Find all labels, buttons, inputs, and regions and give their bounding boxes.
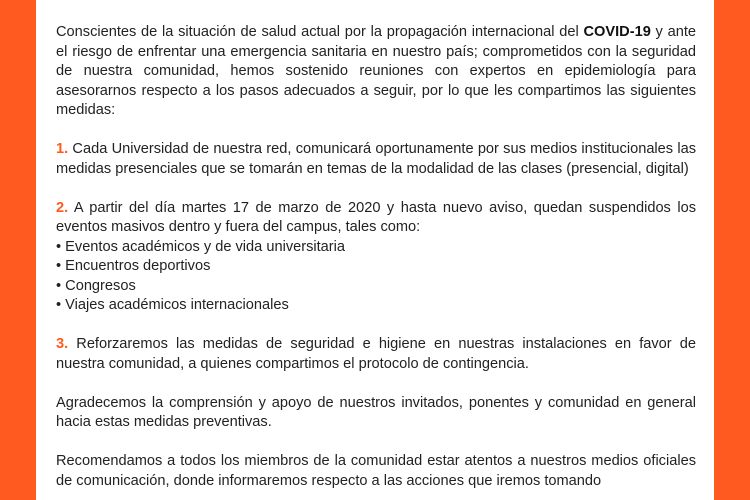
spacer: [56, 179, 696, 199]
thanks-paragraph: Agradecemos la comprensión y apoyo de nuestros invitados, ponentes y comunidad en general hacia estas medidas preventivas.: [56, 394, 696, 430]
measure-text: A partir del día martes 17 de marzo de 2020 y hasta nuevo aviso, quedan suspendidos los eventos masivos dentro y fuera del campus, tales como:: [56, 199, 696, 235]
list-item: • Encuentros deportivos: [56, 258, 211, 274]
covid-keyword: COVID-19: [583, 24, 651, 40]
intro-text-start: Conscientes de la situación de salud actual por la propagación internacional del: [56, 24, 584, 40]
spacer: [56, 433, 696, 453]
announcement-page: [36, 0, 714, 500]
list-item: • Eventos académicos y de vida universitaria: [56, 238, 346, 255]
intro-paragraph: [56, 23, 696, 121]
spacer: [56, 4, 696, 24]
measure-1: [56, 140, 696, 179]
measure-number: 2.: [56, 199, 69, 216]
spacer: [56, 374, 696, 394]
intro-text-end: y ante el riesgo de enfrentar una emergencia sanitaria en nuestro país; comprometidos con la seguridad de nuestra comunidad, hemos sostenido reuniones con expertos en epidemiología para asesorarnos respecto a los pasos adecuados a seguir, por lo que les compartimos las siguientes medidas:: [56, 24, 696, 118]
spacer: [56, 316, 696, 336]
announcement-body: [56, 0, 696, 491]
closing-paragraph: Recomendamos a todos los miembros de la comunidad estar atentos a nuestros medios oficiales de comunicación, donde informaremos respecto a las acciones que iremos tomando: [56, 453, 696, 489]
measure-text: Cada Universidad de nuestra red, comunicará oportunamente por sus medios institucionales las medidas presenciales que se tomarán en temas de la modalidad de las clases (presencial, digital): [56, 141, 696, 177]
measure-2: [56, 199, 696, 238]
measure-number: 3.: [56, 336, 69, 352]
list-item: • Viajes académicos internacionales: [56, 297, 289, 313]
list-item: • Congresos: [56, 277, 136, 294]
measure-text: Reforzaremos las medidas de seguridad e higiene en nuestras instalaciones en favor de nuestra comunidad, a quienes compartimos el protocolo de contingencia.: [56, 336, 696, 372]
spacer: [56, 121, 696, 141]
measure-number: 1.: [56, 141, 69, 157]
measure-3: [56, 335, 696, 374]
